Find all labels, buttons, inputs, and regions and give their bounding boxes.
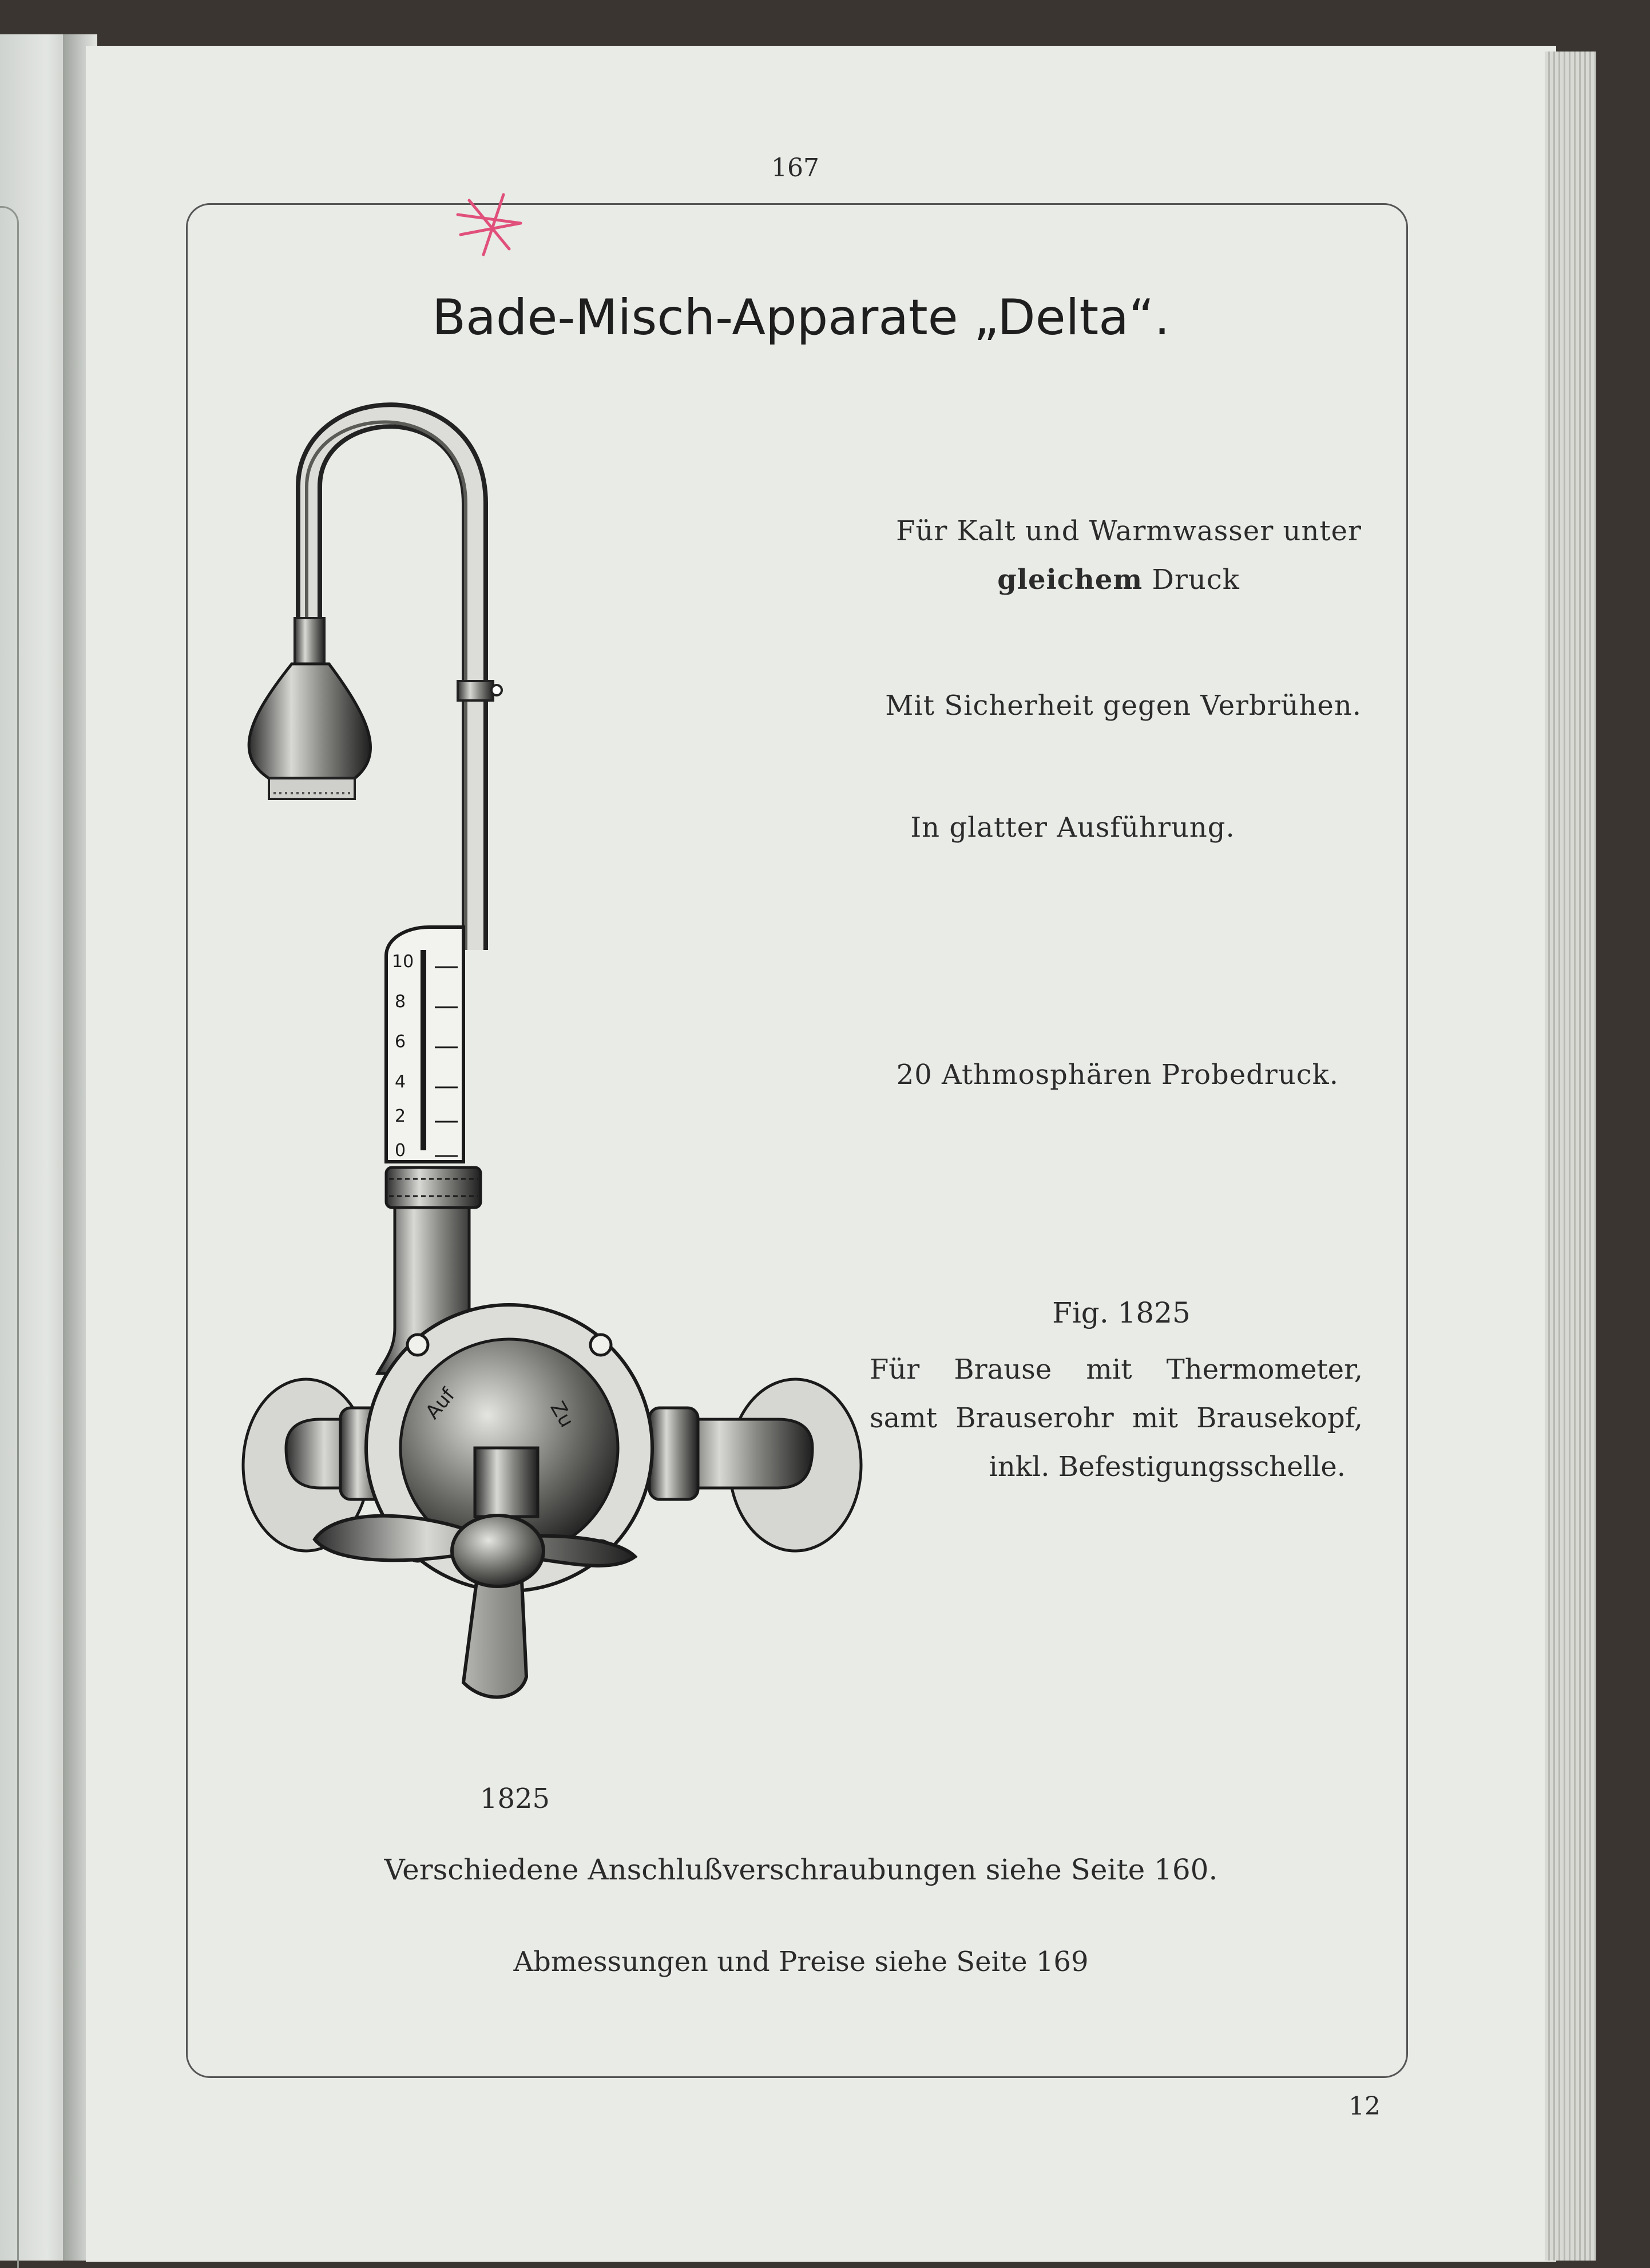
feature-finish: In glatter Ausführung. [910, 812, 1235, 844]
page-stack-edges [1545, 52, 1596, 2261]
feature-bold-word: gleichem [997, 564, 1143, 596]
figure-description-line1: Für Brause mit Thermometer, [870, 1353, 1363, 1386]
figure-description-line3: inkl. Befestigungsschelle. [989, 1451, 1346, 1483]
feature-water-line1: Für Kalt und Warmwasser unter [896, 515, 1362, 547]
pipe-clamp [458, 681, 493, 700]
pencil-star-mark [452, 192, 526, 260]
thermo-scale-2: 2 [395, 1106, 406, 1126]
left-page-frame-edge [0, 206, 19, 2268]
figure-description-line2: samt Brauserohr mit Brausekopf, [870, 1402, 1363, 1434]
valve-label-zu: Zu [545, 1398, 578, 1432]
figure-number: 1825 [479, 1783, 550, 1815]
valve-knob [452, 1515, 544, 1586]
page-number-top: 167 [771, 153, 819, 183]
thermo-scale-0: 0 [395, 1141, 406, 1161]
feature-test-pressure: 20 Athmosphären Probedruck. [896, 1059, 1339, 1091]
thermo-scale-6: 6 [395, 1032, 406, 1052]
thermo-scale-4: 4 [395, 1072, 406, 1092]
page-title: Bade-Misch-Apparate „Delta“. [432, 289, 1170, 346]
coupling-nut [386, 1167, 481, 1208]
feature-water-line2 [875, 564, 1362, 596]
thermo-scale-10: 10 [392, 952, 414, 972]
note-connections: Verschiedene Anschlußverschraubungen siehe Seite 160. [384, 1853, 1218, 1886]
figure-label: Fig. 1825 [1052, 1296, 1191, 1329]
page-number-bottom: 12 [1348, 2092, 1381, 2121]
feature-water-rest: Druck [1143, 564, 1240, 596]
valve-label-auf: Auf [421, 1384, 460, 1424]
shower-mixer-illustration [223, 401, 875, 1774]
feature-scald-safety: Mit Sicherheit gegen Verbrühen. [885, 690, 1362, 722]
note-dimensions-prices: Abmessungen und Preise siehe Seite 169 [513, 1946, 1089, 1978]
thermo-scale-8: 8 [395, 992, 406, 1012]
shower-head [249, 664, 370, 778]
